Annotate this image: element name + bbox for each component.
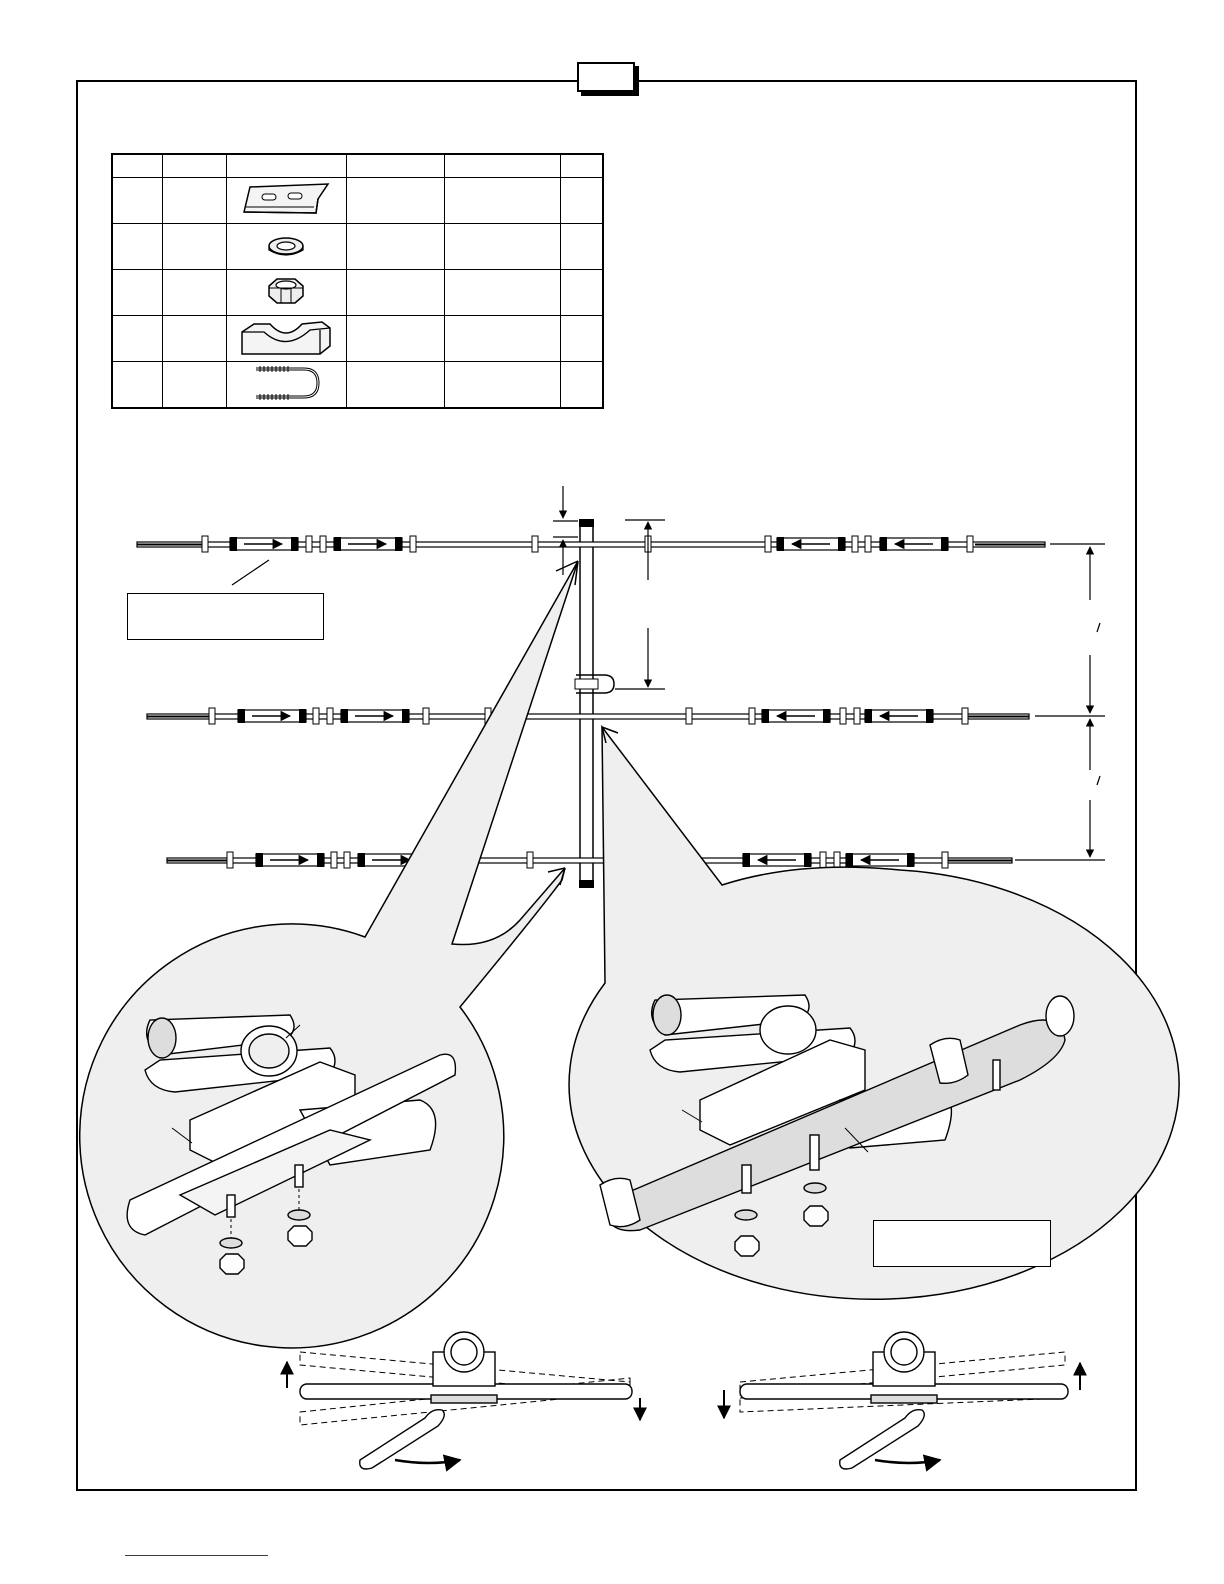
detail-label-box bbox=[873, 1220, 1051, 1267]
adjustment-sketch-left bbox=[287, 1332, 640, 1469]
footer-link-underline[interactable] bbox=[125, 1555, 268, 1556]
element-label-box bbox=[127, 593, 324, 640]
adjustment-sketch-right bbox=[724, 1332, 1080, 1469]
